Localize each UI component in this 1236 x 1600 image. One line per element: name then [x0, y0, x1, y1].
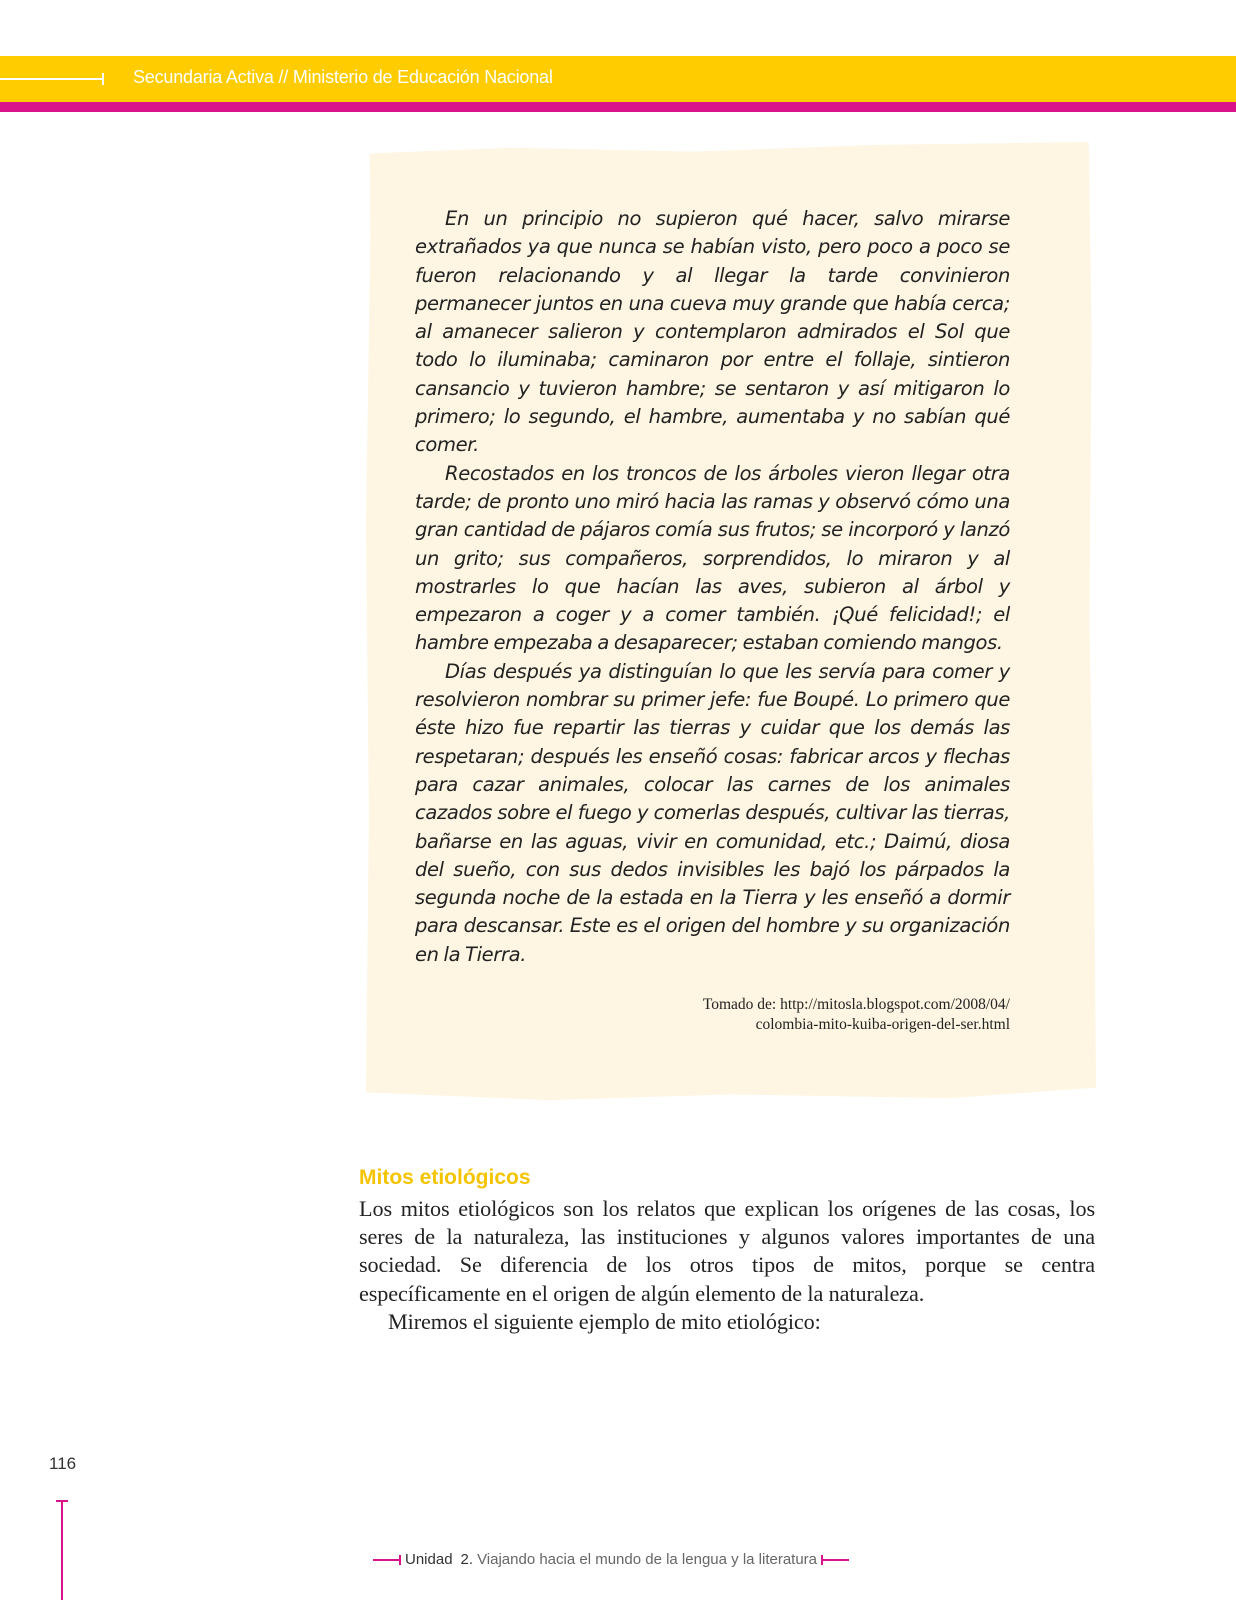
page-number: 116 — [49, 1454, 77, 1473]
story-paragraph: Días después ya distinguían lo que les servía para comer y resolvieron nombrar su primer jefe: fue Boupé. Lo primero que éste hizo fue repartir las tierras y cuidar que los demás las respetaran; después les enseñó cosas: fabricar arcos y flechas para cazar animales, colocar las carnes de los animales cazados sobre el fuego y comerlas después, cultivar las tierras, bañarse en las aguas, vivir en comunidad, etc.; Daimú, diosa del sueño, con sus dedos invisibles les bajó los párpados la segunda noche de la estada en la Tierra y les enseñó a dormir para descansar. Este es el origen del hombre y su organización en la Tierra. — [415, 659, 1010, 966]
header-rule — [0, 78, 104, 80]
story-paragraph: En un principio no supieron qué hacer, salvo mirarse extrañados ya que nunca se habían visto, pero poco a poco se fueron relacionando y al llegar la tarde convinieron permanecer juntos en una cueva muy grande que había cerca; al amanecer salieron y contemplaron admirados el Sol que todo lo iluminaba; caminaron por entre el follaje, sintieron cansancio y tuvieron hambre; se sentaron y así mitigaron lo primero; lo segundo, el hambre, aumentaba y no sabían qué comer. — [415, 207, 1010, 457]
header-rule-tick — [102, 73, 104, 85]
header-title: Secundaria Activa // Ministerio de Educación Nacional — [133, 67, 553, 87]
footer-unit-number: 2. — [460, 1551, 474, 1568]
body-paragraph: Miremos el siguiente ejemplo de mito etiológico: — [388, 1308, 821, 1334]
source-line: Tomado de: http://mitosla.blogspot.com/2008/04/ — [702, 996, 1010, 1013]
footer — [373, 1551, 849, 1568]
section-heading: Mitos etiológicos — [359, 1166, 531, 1189]
section-body — [359, 1195, 1095, 1336]
footer-rule-right — [821, 1559, 849, 1561]
source-line: colombia-mito-kuiba-origen-del-ser.html — [755, 1016, 1010, 1033]
footer-unit-label: Unidad — [405, 1551, 453, 1568]
left-margin-rule-tick — [56, 1500, 68, 1502]
story-text — [415, 205, 1010, 969]
footer-unit-title: Viajando hacia el mundo de la lengua y la literatura — [477, 1551, 818, 1568]
footer-rule-left — [373, 1559, 401, 1561]
body-paragraph: Los mitos etiológicos son los relatos que explican los orígenes de las cosas, los seres de la naturaleza, las instituciones y algunos valores importantes de una sociedad. Se diferencia de los otros tipos de mitos, porque se centra específicamente en el origen de algún elemento de la naturaleza. — [359, 1196, 1095, 1306]
source-citation — [560, 995, 1010, 1035]
left-margin-rule — [61, 1500, 63, 1600]
story-paragraph: Recostados en los troncos de los árboles vieron llegar otra tarde; de pronto uno miró hacia las ramas y observó cómo una gran cantidad de pájaros comía sus frutos; se incorporó y lanzó un grito; sus compañeros, sorprendidos, lo miraron y al mostrarles lo que hacían las aves, subieron al árbol y empezaron a coger y a comer también. ¡Qué felicidad!; el hambre empezaba a desaparecer; estaban comiendo mangos. — [415, 461, 1010, 655]
header-stripe — [0, 102, 1236, 112]
